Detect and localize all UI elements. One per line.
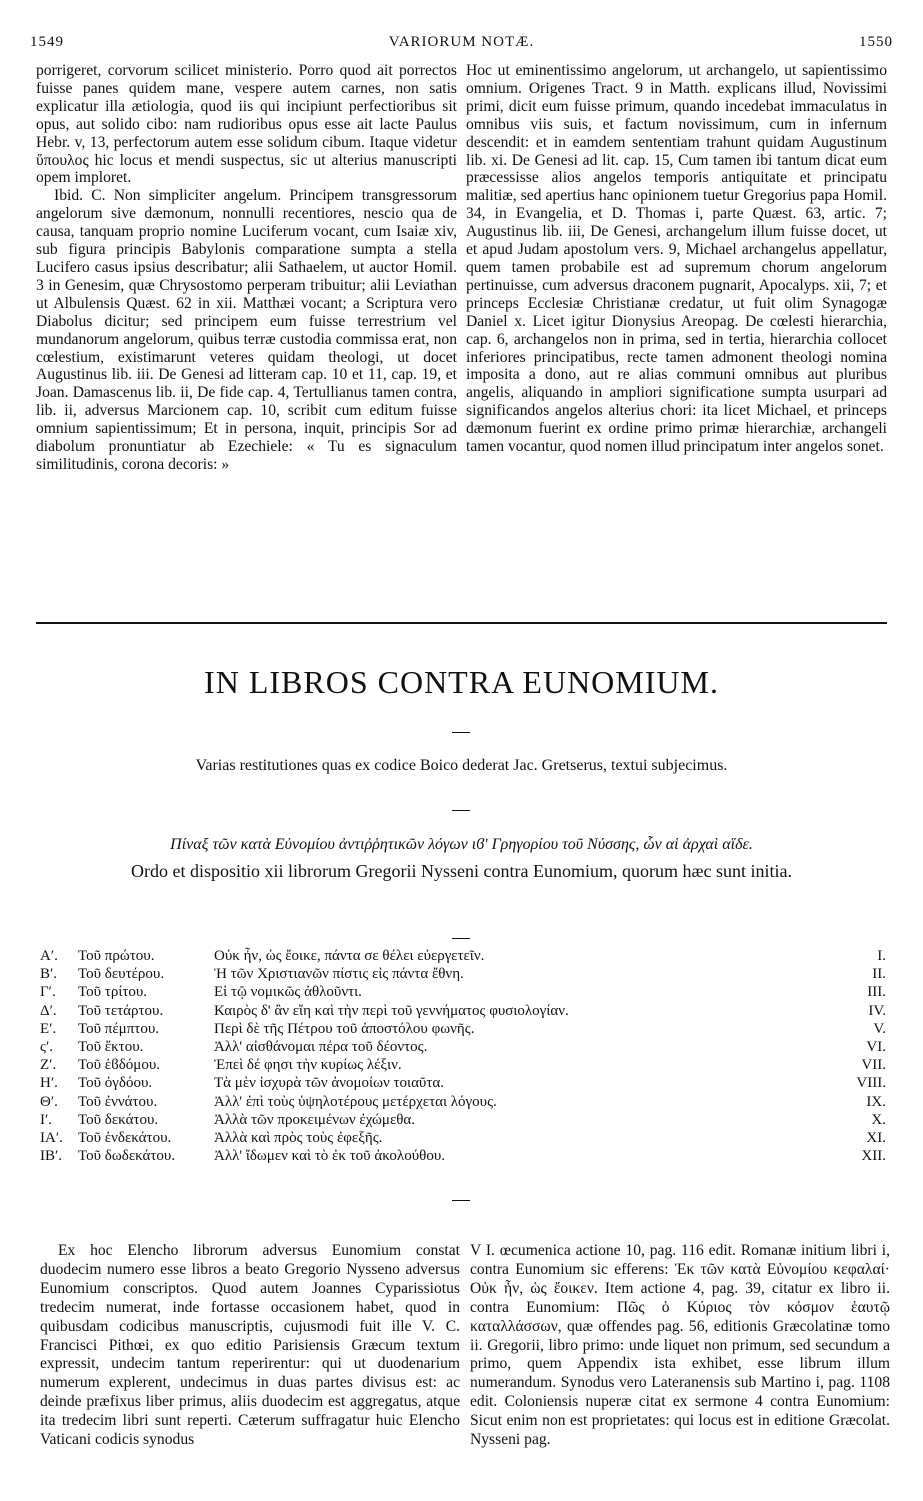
book-number: IAʹ.: [40, 1129, 63, 1146]
book-incipit: Ἀλλὰ καὶ πρὸς τοὺς ἐφεξῆς.: [214, 1129, 383, 1146]
book-roman-numeral: VIII.: [856, 1075, 886, 1092]
book-incipit: Ἀλλ' ἐπὶ τοὺς ὑψηλοτέρους μετέρχεται λόγους.: [214, 1093, 497, 1110]
book-incipit: Ἐπεὶ δέ φησι τὴν κυρίως λέξιν.: [214, 1057, 402, 1074]
book-ordinal: Τοῦ τετάρτου.: [78, 1002, 164, 1019]
book-roman-numeral: VI.: [866, 1038, 886, 1055]
commentary-paragraph: Ex hoc Elencho librorum adversus Eunomium constat duodecim numero esse libros a beato Gregorio Nysseno adversus Eunomium conscriptos. Quod autem Joannes Cyparissiotus tredecim numerat, inde fortasse occasionem habet, quod in quibusdam codicibus manuscriptis, cujusmodi fuit ille V. C. Francisci Pithœi, ex quo editio Parisiensis Græcum textum expressit, undecim tantum reperirentur: qui ut duodenarium numerum explerent, undecimus in duas partes divisus est: ac deinde præfixus liber primus, aliis duodecim est aggregatus, atque ita tredecim libri sunt reperti. Cæterum suffragatur huic Elencho Vaticani codicis synodus: [40, 1242, 460, 1449]
book-ordinal: Τοῦ δωδεκάτου.: [78, 1148, 176, 1165]
book-ordinal: Τοῦ πρώτου.: [78, 948, 155, 964]
book-incipit: Τὰ μὲν ἰσχυρὰ τῶν ἀνομοίων τοιαῦτα.: [214, 1075, 444, 1092]
book-row: [40, 966, 886, 984]
short-rule: [452, 938, 470, 939]
book-number: Eʹ.: [40, 1020, 57, 1037]
notes-column-left: [36, 62, 457, 474]
book-row: [40, 1039, 886, 1057]
running-title: VARIORUM NOTÆ.: [388, 34, 535, 50]
book-number: Bʹ.: [40, 966, 58, 983]
book-number: Zʹ.: [40, 1057, 57, 1074]
commentary-column-right: [470, 1242, 890, 1450]
note-paragraph: porrigeret, corvorum scilicet ministerio. Porro quod ait porrectos fuisse panes quidem mane, vespere autem carnes, non satis explicatur illa ætiologia, quod iis qui incipiunt perfectioribus sit opus, aut solido cibo: nam rudioribus opus esse ait lacte Paulus Hebr. v, 13, perfectorum autem esse solidum cibum. Itaque videtur ὕπουλος hic locus et mendi suspectus, sic ut alterius manuscripti opem imploret.: [36, 62, 457, 187]
book-roman-numeral: XII.: [861, 1148, 886, 1165]
book-row: [40, 1003, 886, 1021]
page-number-right: 1550: [859, 34, 893, 50]
books-table: [40, 948, 886, 1166]
latin-heading: Ordo et dispositio xii librorum Gregorii Nysseni contra Eunomium, quorum hæc sunt initia.: [131, 861, 792, 881]
book-roman-numeral: VII.: [861, 1057, 886, 1074]
book-row: [40, 984, 886, 1002]
short-rule: [452, 810, 470, 811]
book-row: [40, 1094, 886, 1112]
book-roman-numeral: II.: [872, 966, 886, 983]
section-subtitle: Varias restitutiones quas ex codice Boico dederat Jac. Gretserus, textui subjecimus.: [195, 757, 728, 774]
notes-column-right: [466, 62, 887, 456]
book-ordinal: Τοῦ ἕκτου.: [78, 1038, 144, 1055]
note-paragraph: Ibid. C. Non simpliciter angelum. Principem transgressorum angelorum sive dæmonum, nonnulli recentiores, nescio qua de causa, tanquam proprio nomine Luciferum vocant, cum Isaiæ xiv, sub figura principis Babylonis comparatione sumpta a stella Lucifero casus ipsius describatur; alii Sathaelem, ut auctor Homil. 3 in Genesim, quæ Chrysostomo perperam tribuitur; alii Leviathan ut Albulensis Quæst. 62 in xii. Matthæi vocant; a Scriptura vero Diabolus dicitur; sed principem eum fuisse terrestrium vel mundanorum angelorum, quibus terræ custodia commissa erat, non cœlestium, existimarunt veteres quidam theologi, ut docet Augustinus lib. iii. De Genesi ad litteram cap. 10 et 11, cap. 19, et Joan. Damascenus lib. ii, De fide cap. 4, Tertullianus tamen contra, lib. ii, adversus Marcionem cap. 10, scribit cum editum fuisse omnium sapientissimum; Et in persona, inquit, principis Sor ad diabolum pronuntiatur ab Ezechiele: « Tu es signaculum similitudinis, corona decoris: »: [36, 187, 457, 473]
book-ordinal: Τοῦ ἑϐδόμου.: [78, 1057, 161, 1074]
book-number: Γʹ.: [40, 984, 56, 1001]
book-roman-numeral: I.: [877, 948, 886, 964]
section-title: IN LIBROS CONTRA EUNOMIUM.: [204, 664, 719, 700]
greek-heading: Πίναξ τῶν κατὰ Εὐνομίου ἀντιῤῥητικῶν λόγων ιϐʹ Γρηγορίου τοῦ Νύσσης, ὧν αἱ ἀρχαὶ αἵδε.: [170, 836, 753, 853]
book-row: [40, 1021, 886, 1039]
book-ordinal: Τοῦ τρίτου.: [78, 984, 148, 1001]
running-header: [30, 34, 893, 54]
book-number: Δʹ.: [40, 1002, 57, 1019]
short-rule: [452, 732, 470, 733]
note-paragraph: Hoc ut eminentissimo angelorum, ut archangelo, ut sapientissimo omnium. Origenes Tract. 9 in Matth. explicans illud, Novissimi primi, dicit eum fuisse primum, quando incedebat immaculatus in omnibus viis suis, et factum novissimum, cum in infernum descendit: et in eamdem sententiam trahunt quidam Augustinum lib. xi. De Genesi ad lit. cap. 15, Cum tamen ibi tantum dicat eum præcessisse alios angelos temporis antiquitate et principatu malitiæ, sed apertius hanc opinionem tuetur Gregorius papa Homil. 34, in Evangelia, et D. Thomas i, parte Quæst. 63, artic. 7; Augustinus lib. iii, De Genesi, archangelum illum fuisse docet, ut et apud Judam apostolum vers. 9, Michael archangelus appellatur, quem tamen probabile est ad supremum chorum angelorum pertinuisse, cum adversus draconem pugnarit, Apocalyps. xii, 7; et princeps Ecclesiæ Christianæ credatur, ut fuit olim Synagogæ Daniel x. Licet igitur Dionysius Areopag. De cœlesti hierarchia, cap. 6, archangelos non in prima, sed in tertia, hierarchia collocet inferiores principatibus, recte tamen admonent theologi nomina imposita a dono, aut re alias communi omnibus aut pluribus angelis, aliquando in ampliori significatione sumpta usurpari ad significandos angelos alterius chori: ita licet Michael, et princeps dæmonum fuerint ex ordine primo primæ hierarchiæ, archangeli tamen vocantur, quod nomen illud principatum inter angelos sonet.: [466, 62, 887, 456]
book-row: [40, 1148, 886, 1166]
book-roman-numeral: X.: [871, 1111, 886, 1128]
book-row: [40, 1075, 886, 1093]
book-number: Iʹ.: [40, 1111, 53, 1128]
book-incipit: Ἡ τῶν Χριστιανῶν πίστις εἰς πάντα ἔθνη.: [214, 966, 464, 983]
book-number: Aʹ.: [40, 948, 58, 964]
book-ordinal: Τοῦ ἐννάτου.: [78, 1093, 158, 1110]
book-roman-numeral: IX.: [866, 1093, 886, 1110]
book-ordinal: Τοῦ ὀγδόου.: [78, 1075, 153, 1092]
book-roman-numeral: IV.: [868, 1002, 886, 1019]
book-incipit: Περὶ δὲ τῆς Πέτρου τοῦ ἀποστόλου φωνῆς.: [214, 1020, 475, 1037]
book-row: [40, 1112, 886, 1130]
section-divider: [36, 622, 887, 624]
book-number: Θʹ.: [40, 1093, 58, 1110]
book-ordinal: Τοῦ δεκάτου.: [78, 1111, 159, 1128]
book-number: IBʹ.: [40, 1148, 63, 1165]
book-incipit: Εἰ τῷ νομικῶς ἀθλοῦντι.: [214, 984, 362, 1001]
book-incipit: Καιρὸς δ' ἂν εἴη καὶ τὴν περὶ τοῦ γεννήματος φυσιολογίαν.: [214, 1002, 569, 1019]
book-row: [40, 1130, 886, 1148]
commentary-column-left: [40, 1242, 460, 1450]
page-number-left: 1549: [30, 34, 64, 50]
book-number: Hʹ.: [40, 1075, 58, 1092]
book-ordinal: Τοῦ πέμπτου.: [78, 1020, 159, 1037]
book-ordinal: Τοῦ ἑνδεκάτου.: [78, 1129, 172, 1146]
commentary-paragraph: V I. œcumenica actione 10, pag. 116 edit. Romanæ initium libri i, contra Eunomium sic efferens: Ἐκ τῶν κατὰ Εὐνομίου κεφαλαί· Οὐκ ἦν, ὡς ἔοικεν. Item actione 4, pag. 39, citatur ex libro ii. contra Eunomium: Πῶς ὁ Κύριος τὸν κόσμον ἑαυτῷ καταλλάσσων, quæ offendes pag. 56, editionis Græcolatinæ tomo ii. Gregorii, libro primo: unde liquet non primum, sed secundum a primo, quem Appendix ista exhibet, esse librum illum numerandum. Synodus vero Lateranensis sub Martino i, pag. 1108 edit. Coloniensis nuperæ citat ex sermone 4 contra Eunomium: Sicut enim non est proprietates: qui locus est in editione Græcolat. Nysseni pag.: [470, 1242, 890, 1449]
book-row: [40, 1057, 886, 1075]
book-row: [40, 948, 886, 966]
book-roman-numeral: III.: [867, 984, 886, 1001]
short-rule: [452, 1200, 470, 1201]
book-number: ςʹ.: [40, 1038, 53, 1055]
book-incipit: Ἀλλ' αἰσθάνομαι πέρα τοῦ δέοντος.: [214, 1038, 428, 1055]
book-ordinal: Τοῦ δευτέρου.: [78, 966, 165, 983]
book-roman-numeral: V.: [873, 1020, 886, 1037]
book-incipit: Οὐκ ἦν, ὡς ἔοικε, πάντα σε θέλει εὐεργετεῖν.: [214, 948, 485, 964]
book-roman-numeral: XI.: [866, 1129, 886, 1146]
book-incipit: Ἀλλ' ἴδωμεν καὶ τὸ ἐκ τοῦ ἀκολούθου.: [214, 1148, 445, 1165]
book-incipit: Ἀλλὰ τῶν προκειμένων ἐχώμεθα.: [214, 1111, 416, 1128]
